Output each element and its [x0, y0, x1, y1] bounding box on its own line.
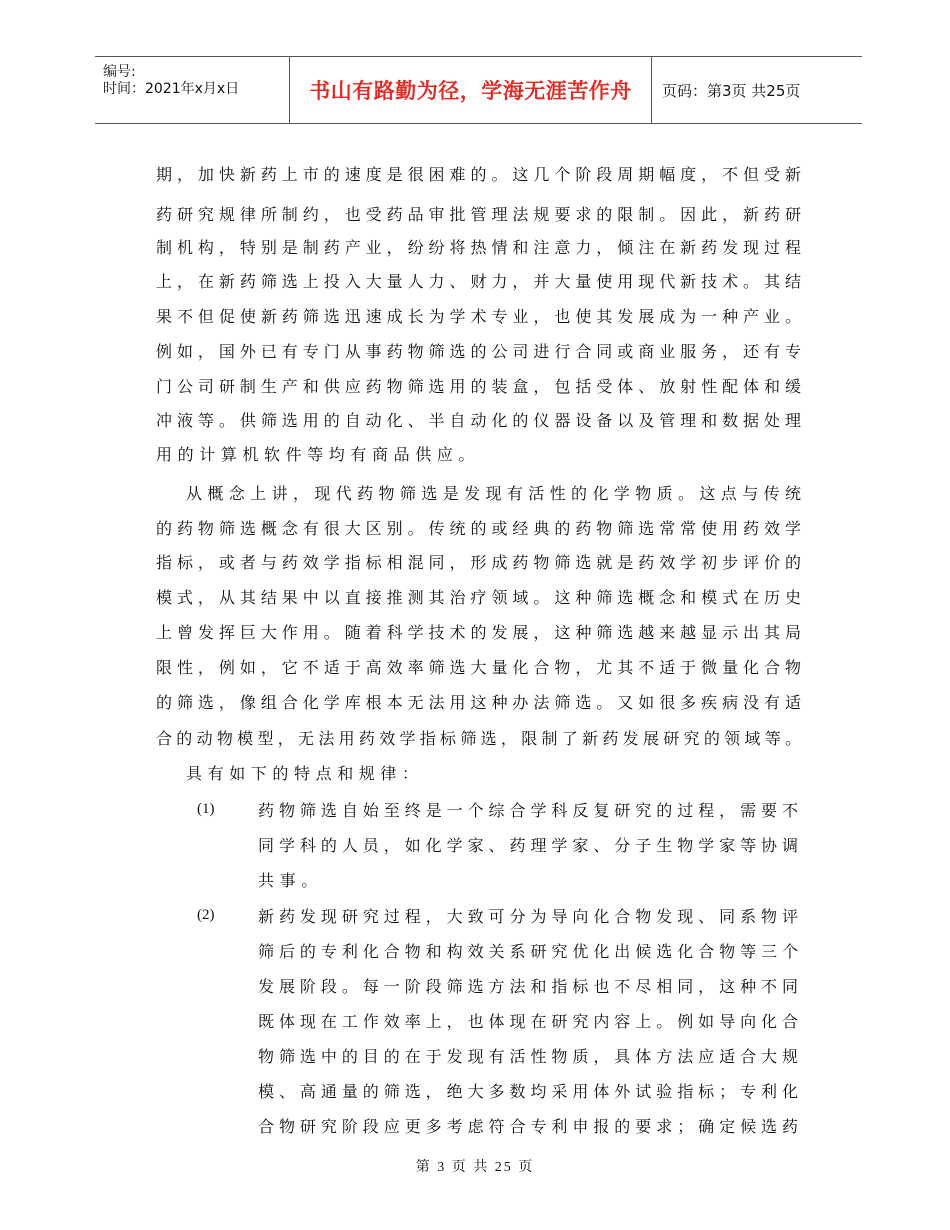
paragraph-line: 的药物筛选概念有很大区别。传统的或经典的药物筛选常常使用药效学: [156, 519, 801, 538]
list-intro: 具有如下的特点和规律：: [186, 764, 424, 783]
document-body: [156, 0, 801, 1230]
paragraph-line: 上，在新药筛选上投入大量人力、财力，并大量使用现代新技术。其结: [156, 272, 801, 291]
list-item-line: 新药发现研究过程，大致可分为导向化合物发现、同系物评: [258, 907, 798, 926]
list-item-line: 合物研究阶段应更多考虑符合专利申报的要求；确定候选药: [258, 1117, 798, 1136]
list-item-line: 模、高通量的筛选，绝大多数均采用体外试验指标；专利化: [258, 1082, 798, 1101]
doc-number-label: 编号:: [103, 64, 136, 80]
header-page-info: 页码：第3页 共25页: [662, 81, 801, 100]
paragraph-line: 的筛选，像组合化学库根本无法用这种办法筛选。又如很多疾病没有适: [156, 693, 801, 712]
list-item-line: 同学科的人员，如化学家、药理学家、分子生物学家等协调: [258, 836, 798, 855]
list-item-line: 物筛选中的目的在于发现有活性物质，具体方法应适合大规: [258, 1047, 798, 1066]
paragraph-line: 果不但促使新药筛选迅速成长为学术专业，也使其发展成为一种产业。: [156, 307, 801, 326]
paragraph-line: 门公司研制生产和供应药物筛选用的装盒，包括受体、放射性配体和缓: [156, 377, 801, 396]
header-motto: 书山有路勤为径，学海无涯苦作舟: [309, 79, 632, 103]
paragraph-line: 药研究规律所制约，也受药品审批管理法规要求的限制。因此，新药研: [156, 205, 801, 224]
paragraph-line: 冲液等。供筛选用的自动化、半自动化的仪器设备以及管理和数据处理: [156, 411, 801, 430]
list-item-line: 发展阶段。每一阶段筛选方法和指标也不尽相同，这种不同: [258, 977, 798, 996]
paragraph-line: 用的计算机软件等均有商品供应。: [156, 445, 481, 464]
list-item-number: (2): [197, 907, 215, 923]
list-item-line: 筛后的专利化合物和构效关系研究优化出候选化合物等三个: [258, 942, 798, 961]
doc-time-label: 时间：2021年x月x日: [103, 81, 240, 97]
page-footer: 第 3 页 共 25 页: [415, 1160, 535, 1175]
paragraph-line: 期，加快新药上市的速度是很困难的。这几个阶段周期幅度，不但受新: [156, 165, 801, 184]
paragraph-line: 模式，从其结果中以直接推测其治疗领域。这种筛选概念和模式在历史: [156, 588, 801, 607]
list-item-line: 药物筛选自始至终是一个综合学科反复研究的过程，需要不: [258, 801, 798, 820]
list-item-number: (1): [197, 801, 215, 817]
paragraph-line: 限性，例如，它不适于高效率筛选大量化合物，尤其不适于微量化合物: [156, 658, 801, 677]
list-item-line: 共事。: [258, 871, 323, 890]
paragraph-line: 指标，或者与药效学指标相混同，形成药物筛选就是药效学初步评价的: [156, 553, 801, 572]
paragraph-line: 从概念上讲，现代药物筛选是发现有活性的化学物质。这点与传统: [186, 484, 801, 503]
paragraph-line: 上曾发挥巨大作用。随着科学技术的发展，这种筛选越来越显示出其局: [156, 623, 801, 642]
paragraph-line: 合的动物模型，无法用药效学指标筛选，限制了新药发展研究的领域等。: [156, 729, 801, 748]
paragraph-line: 例如，国外已有专门从事药物筛选的公司进行合同或商业服务，还有专: [156, 342, 801, 361]
list-item-line: 既体现在工作效率上，也体现在研究内容上。例如导向化合: [258, 1012, 798, 1031]
paragraph-line: 制机构，特别是制药产业，纷纷将热情和注意力，倾注在新药发现过程: [156, 238, 801, 257]
